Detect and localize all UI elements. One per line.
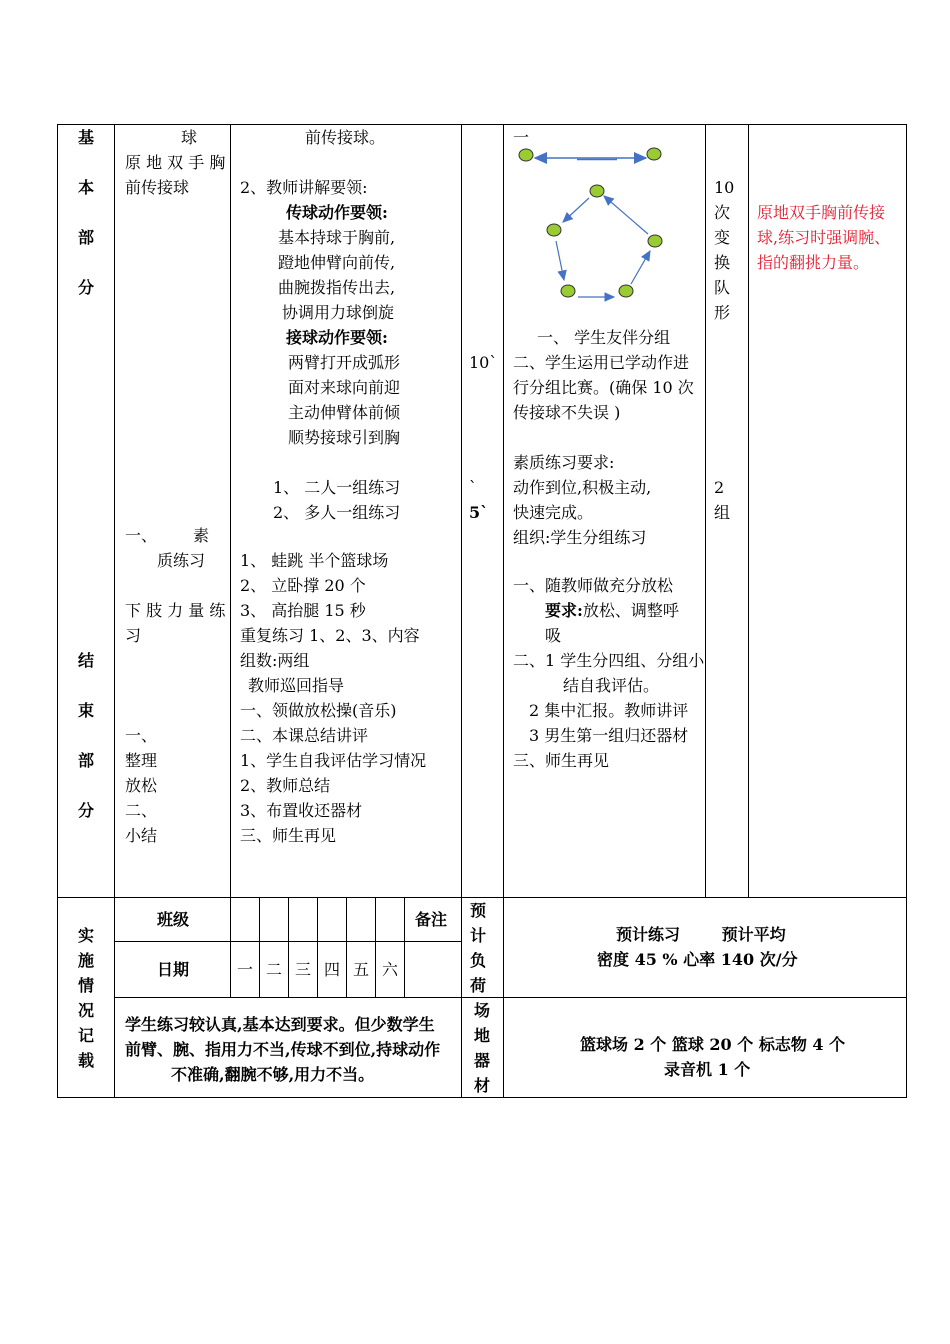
- catch-heading: 接球动作要领:: [286, 328, 388, 347]
- teacher-top-line: 前传接球。: [305, 128, 386, 147]
- content-line-chest-pass-2: 前传接球: [125, 178, 190, 197]
- ending-item-relax-2: 放松: [125, 776, 158, 795]
- remark-label: 备注: [415, 910, 448, 929]
- section-label-basic-2: 本: [78, 178, 95, 197]
- section-label-basic-1: 基: [78, 128, 95, 147]
- ending-item-summary: 小结: [125, 826, 158, 845]
- load-label-3: 负: [470, 951, 487, 970]
- player-marker: [619, 285, 633, 297]
- quality-ex-guide: 教师巡回指导: [248, 676, 345, 695]
- org-requirement-text: 放松、调整呼: [582, 601, 679, 620]
- org-requirement-2: 吸: [545, 626, 562, 645]
- org-requirement: [545, 598, 679, 623]
- venue-label-2: 地: [474, 1026, 491, 1045]
- org-line-4: 传接球不失误 ): [513, 403, 621, 422]
- reps-2: 次: [714, 203, 731, 222]
- equipment-line-2: 录音机 1 个: [664, 1060, 751, 1079]
- pass-line-2: 蹬地伸臂向前传,: [278, 253, 396, 272]
- section-label-impl-3: 情: [78, 976, 95, 995]
- section-label-impl-5: 记: [78, 1026, 95, 1045]
- section-label-impl-1: 实: [78, 926, 95, 945]
- groups-1: 2: [714, 478, 725, 497]
- pass-arrow-4: [631, 251, 650, 284]
- date-label: 日期: [157, 960, 190, 979]
- catch-line-1: 两臂打开成弧形: [288, 353, 401, 372]
- note-line-2: 球,练习时强调腕、: [757, 228, 891, 247]
- player-marker: [590, 185, 604, 197]
- reps-5: 队: [714, 278, 731, 297]
- time-10: 10`: [469, 353, 498, 372]
- pass-heading: 传球动作要领:: [286, 203, 388, 222]
- load-label-1: 预: [470, 901, 487, 920]
- pass-line-1: 基本持球于胸前,: [278, 228, 396, 247]
- class-label: 班级: [157, 910, 190, 929]
- ending-teacher-6: 三、师生再见: [240, 826, 337, 845]
- quality-item-lower-limb: 下 肢 力 量 练: [125, 601, 226, 620]
- reps-3: 变: [714, 228, 731, 247]
- quality-item-practice: 质练习: [157, 551, 206, 570]
- pass-line-3: 曲腕拨指传出去,: [278, 278, 396, 297]
- load-text-1: 预计练习 预计平均: [616, 925, 786, 944]
- org-end-4: 3 男生第一组归还器材: [529, 726, 689, 745]
- note-line-3: 指的翻挑力量。: [757, 253, 870, 272]
- org-line-7: 动作到位,积极主动,: [513, 478, 652, 497]
- section-label-basic-3: 部: [78, 228, 95, 247]
- summary-line-2: 前臂、腕、指用力不当,传球不到位,持球动作: [125, 1040, 441, 1059]
- org-line-1: 一、 学生友伴分组: [537, 328, 671, 347]
- venue-label-4: 材: [474, 1076, 491, 1095]
- quality-item-su: 素: [193, 526, 210, 545]
- player-marker: [648, 235, 662, 247]
- org-end-1: 二、1 学生分四组、分组小: [513, 651, 705, 670]
- summary-line-3: 不准确,翻腕不够,用力不当。: [171, 1065, 375, 1084]
- ending-teacher-1: 一、领做放松操(音乐): [240, 701, 397, 720]
- quality-item-number: 一、: [125, 526, 158, 545]
- reps-6: 形: [714, 303, 731, 322]
- time-tick: `: [469, 478, 477, 497]
- player-marker: [647, 148, 661, 160]
- ending-teacher-3: 1、学生自我评估学习情况: [240, 751, 427, 770]
- section-label-impl-4: 况: [78, 1001, 95, 1020]
- org-line-11: 一、随教师做充分放松: [513, 576, 674, 595]
- practice-line-1: 1、 二人一组练习: [273, 478, 401, 497]
- summary-line-1: 学生练习较认真,基本达到要求。但少数学生: [125, 1015, 435, 1034]
- section-label-ending-3: 部: [78, 751, 95, 770]
- day-cell-4: 四: [323, 960, 340, 979]
- reps-1: 10: [714, 178, 735, 197]
- note-line-1: 原地双手胸前传接: [757, 203, 886, 222]
- load-label-4: 荷: [470, 976, 487, 995]
- section-label-basic-4: 分: [78, 278, 95, 297]
- ending-item-1: 一、: [125, 726, 158, 745]
- ending-item-relax-1: 整理: [125, 751, 158, 770]
- day-cell-5: 五: [352, 960, 369, 979]
- player-marker: [547, 224, 561, 236]
- section-label-impl-6: 载: [78, 1051, 95, 1070]
- org-line-6: 素质练习要求:: [513, 453, 615, 472]
- content-line-ball: 球: [181, 128, 198, 147]
- org-end-2: 结自我评估。: [563, 676, 660, 695]
- day-cell-6: 六: [381, 960, 398, 979]
- org-end-5: 三、师生再见: [513, 751, 610, 770]
- content-line-chest-pass: 原 地 双 手 胸: [125, 153, 226, 172]
- load-text-2: 密度 45 % 心率 140 次/分: [597, 950, 798, 969]
- load-label-2: 计: [470, 926, 487, 945]
- reps-4: 换: [714, 253, 731, 272]
- section-label-impl-2: 施: [78, 951, 95, 970]
- day-cell-3: 三: [294, 960, 311, 979]
- day-cell-2: 二: [265, 960, 282, 979]
- org-line-9: 组织:学生分组练习: [513, 528, 647, 547]
- venue-label-1: 场: [474, 1001, 491, 1020]
- pass-arrow-5: [604, 196, 648, 234]
- catch-line-2: 面对来球向前迎: [288, 378, 401, 397]
- day-cell-1: 一: [236, 960, 253, 979]
- pass-arrow-2: [556, 241, 564, 280]
- pass-arrow-1: [563, 198, 589, 222]
- quality-ex-2: 2、 立卧撑 20 个: [240, 576, 366, 595]
- quality-ex-3: 3、 高抬腿 15 秒: [240, 601, 366, 620]
- venue-label-3: 器: [474, 1051, 491, 1070]
- ending-teacher-4: 2、教师总结: [240, 776, 331, 795]
- section-label-ending-4: 分: [78, 801, 95, 820]
- org-line-3: 行分组比赛。(确保 10 次: [513, 378, 694, 397]
- player-marker: [561, 285, 575, 297]
- ending-teacher-5: 3、布置收还器材: [240, 801, 363, 820]
- teacher-explain: 2、教师讲解要领:: [240, 178, 368, 197]
- org-top-line: 一: [513, 128, 530, 147]
- ending-item-2: 二、: [125, 801, 158, 820]
- equipment-line-1: 篮球场 2 个 篮球 20 个 标志物 4 个: [580, 1035, 846, 1054]
- quality-ex-sets: 组数:两组: [240, 651, 310, 670]
- pass-line-4: 协调用力球倒旋: [282, 303, 395, 322]
- ending-teacher-2: 二、本课总结讲评: [240, 726, 369, 745]
- groups-2: 组: [714, 503, 731, 522]
- quality-ex-1: 1、 蛙跳 半个篮球场: [240, 551, 389, 570]
- org-line-8: 快速完成。: [513, 503, 594, 522]
- org-line-2: 二、学生运用已学动作进: [513, 353, 690, 372]
- time-5: 5`: [469, 503, 489, 522]
- section-label-ending-1: 结: [78, 651, 95, 670]
- quality-item-lower-limb-2: 习: [125, 626, 142, 645]
- player-marker: [519, 149, 533, 161]
- org-end-3: 2 集中汇报。教师讲评: [529, 701, 689, 720]
- practice-line-2: 2、 多人一组练习: [273, 503, 401, 522]
- quality-ex-repeat: 重复练习 1、2、3、内容: [240, 626, 420, 645]
- org-requirement-label: 要求:: [545, 601, 583, 620]
- catch-line-4: 顺势接球引到胸: [288, 428, 401, 447]
- catch-line-3: 主动伸臂体前倾: [288, 403, 401, 422]
- section-label-ending-2: 束: [78, 701, 95, 720]
